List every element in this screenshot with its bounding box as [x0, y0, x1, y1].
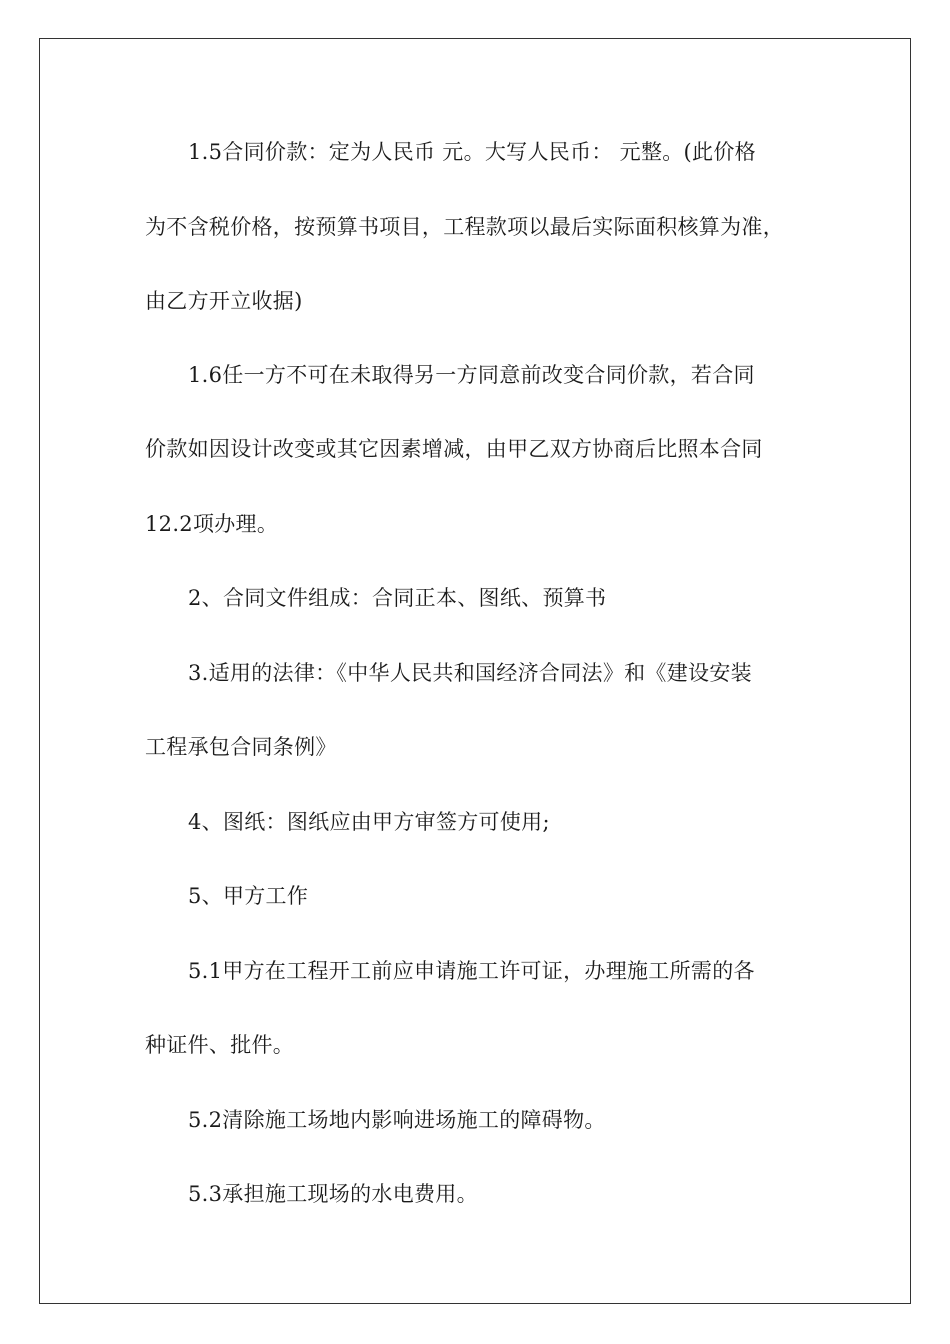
- clause-5-3-line: 5.3承担施工现场的水电费用。: [188, 1182, 478, 1206]
- clause-1-5-line-2: 为不含税价格，按预算书项目，工程款项以最后实际面积核算为准，: [145, 215, 784, 239]
- clause-1-5-line-3: 由乙方开立收据): [145, 289, 303, 313]
- clause-2-line: 2、合同文件组成：合同正本、图纸、预算书: [188, 586, 607, 610]
- clause-4-line: 4、图纸：图纸应由甲方审签方可使用;: [188, 810, 550, 834]
- clause-3-line-1: 3.适用的法律：《中华人民共和国经济合同法》和《建设安装: [188, 661, 752, 685]
- clause-1-6-line-3: 12.2项办理。: [145, 512, 279, 536]
- clause-1-5-line-1: 1.5合同价款：定为人民币 元。大写人民币： 元整。(此价格: [188, 140, 756, 164]
- clause-5-2-line: 5.2清除施工场地内影响进场施工的障碍物。: [188, 1108, 606, 1132]
- clause-3-line-2: 工程承包合同条例》: [145, 735, 337, 759]
- clause-1-6-line-2: 价款如因设计改变或其它因素增减，由甲乙双方协商后比照本合同: [145, 437, 763, 461]
- clause-1-6-line-1: 1.6任一方不可在未取得另一方同意前改变合同价款，若合同: [188, 363, 755, 387]
- clause-5-heading: 5、甲方工作: [188, 884, 309, 908]
- clause-5-1-line-1: 5.1甲方在工程开工前应申请施工许可证，办理施工所需的各: [188, 959, 755, 983]
- clause-5-1-line-2: 种证件、批件。: [145, 1033, 295, 1057]
